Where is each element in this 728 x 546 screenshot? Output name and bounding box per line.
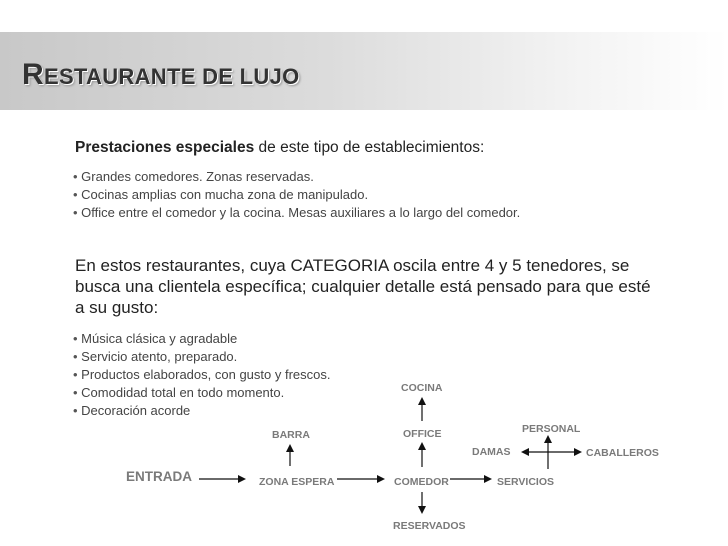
intro-bold: Prestaciones especiales <box>75 139 255 156</box>
node-entrada: ENTRADA <box>126 469 192 484</box>
list-item: • Office entre el comedor y la cocina. Mesas auxiliares a lo largo del comedor. <box>73 204 520 222</box>
arrow-zona-espera-barra <box>286 444 294 466</box>
title-initial: R <box>22 58 44 91</box>
arrow-comedor-office <box>418 442 426 467</box>
list-item: • Comodidad total en todo momento. <box>73 384 330 402</box>
title-rest: ESTAURANTE DE LUJO <box>43 64 300 89</box>
node-personal: PERSONAL <box>522 423 581 435</box>
list-item: • Servicio atento, preparado. <box>73 348 330 366</box>
list-item: • Decoración acorde <box>73 402 330 420</box>
list-item: • Música clásica y agradable <box>73 330 330 348</box>
arrow-zona-espera-comedor <box>337 475 385 483</box>
node-comedor: COMEDOR <box>394 476 449 488</box>
list-item: • Productos elaborados, con gusto y frescos. <box>73 366 330 384</box>
arrow-entrada-zona-espera <box>199 475 246 483</box>
arrow-comedor-servicios <box>450 475 492 483</box>
node-zona-espera: ZONA ESPERA <box>259 476 335 488</box>
node-barra: BARRA <box>272 429 310 441</box>
category-paragraph: En estos restaurantes, cuya CATEGORIA oscila entre 4 y 5 tenedores, se busca una clientela específica; cualquier detalle está pensado para que esté a su gusto: <box>75 256 651 317</box>
arrow-comedor-reservados <box>418 492 426 514</box>
node-reservados: RESERVADOS <box>393 520 466 532</box>
list-item: • Cocinas amplias con mucha zona de manipulado. <box>73 186 520 204</box>
arrow-servicios-damas <box>521 448 548 456</box>
intro-rest: de este tipo de establecimientos: <box>254 139 485 156</box>
arrow-servicios-caballeros <box>548 448 582 456</box>
arrow-office-cocina <box>418 397 426 421</box>
node-cocina: COCINA <box>401 382 443 394</box>
node-office: OFFICE <box>403 428 442 440</box>
node-servicios: SERVICIOS <box>497 476 554 488</box>
list-item: • Grandes comedores. Zonas reservadas. <box>73 168 520 186</box>
node-damas: DAMAS <box>472 446 511 458</box>
node-caballeros: CABALLEROS <box>586 447 659 459</box>
